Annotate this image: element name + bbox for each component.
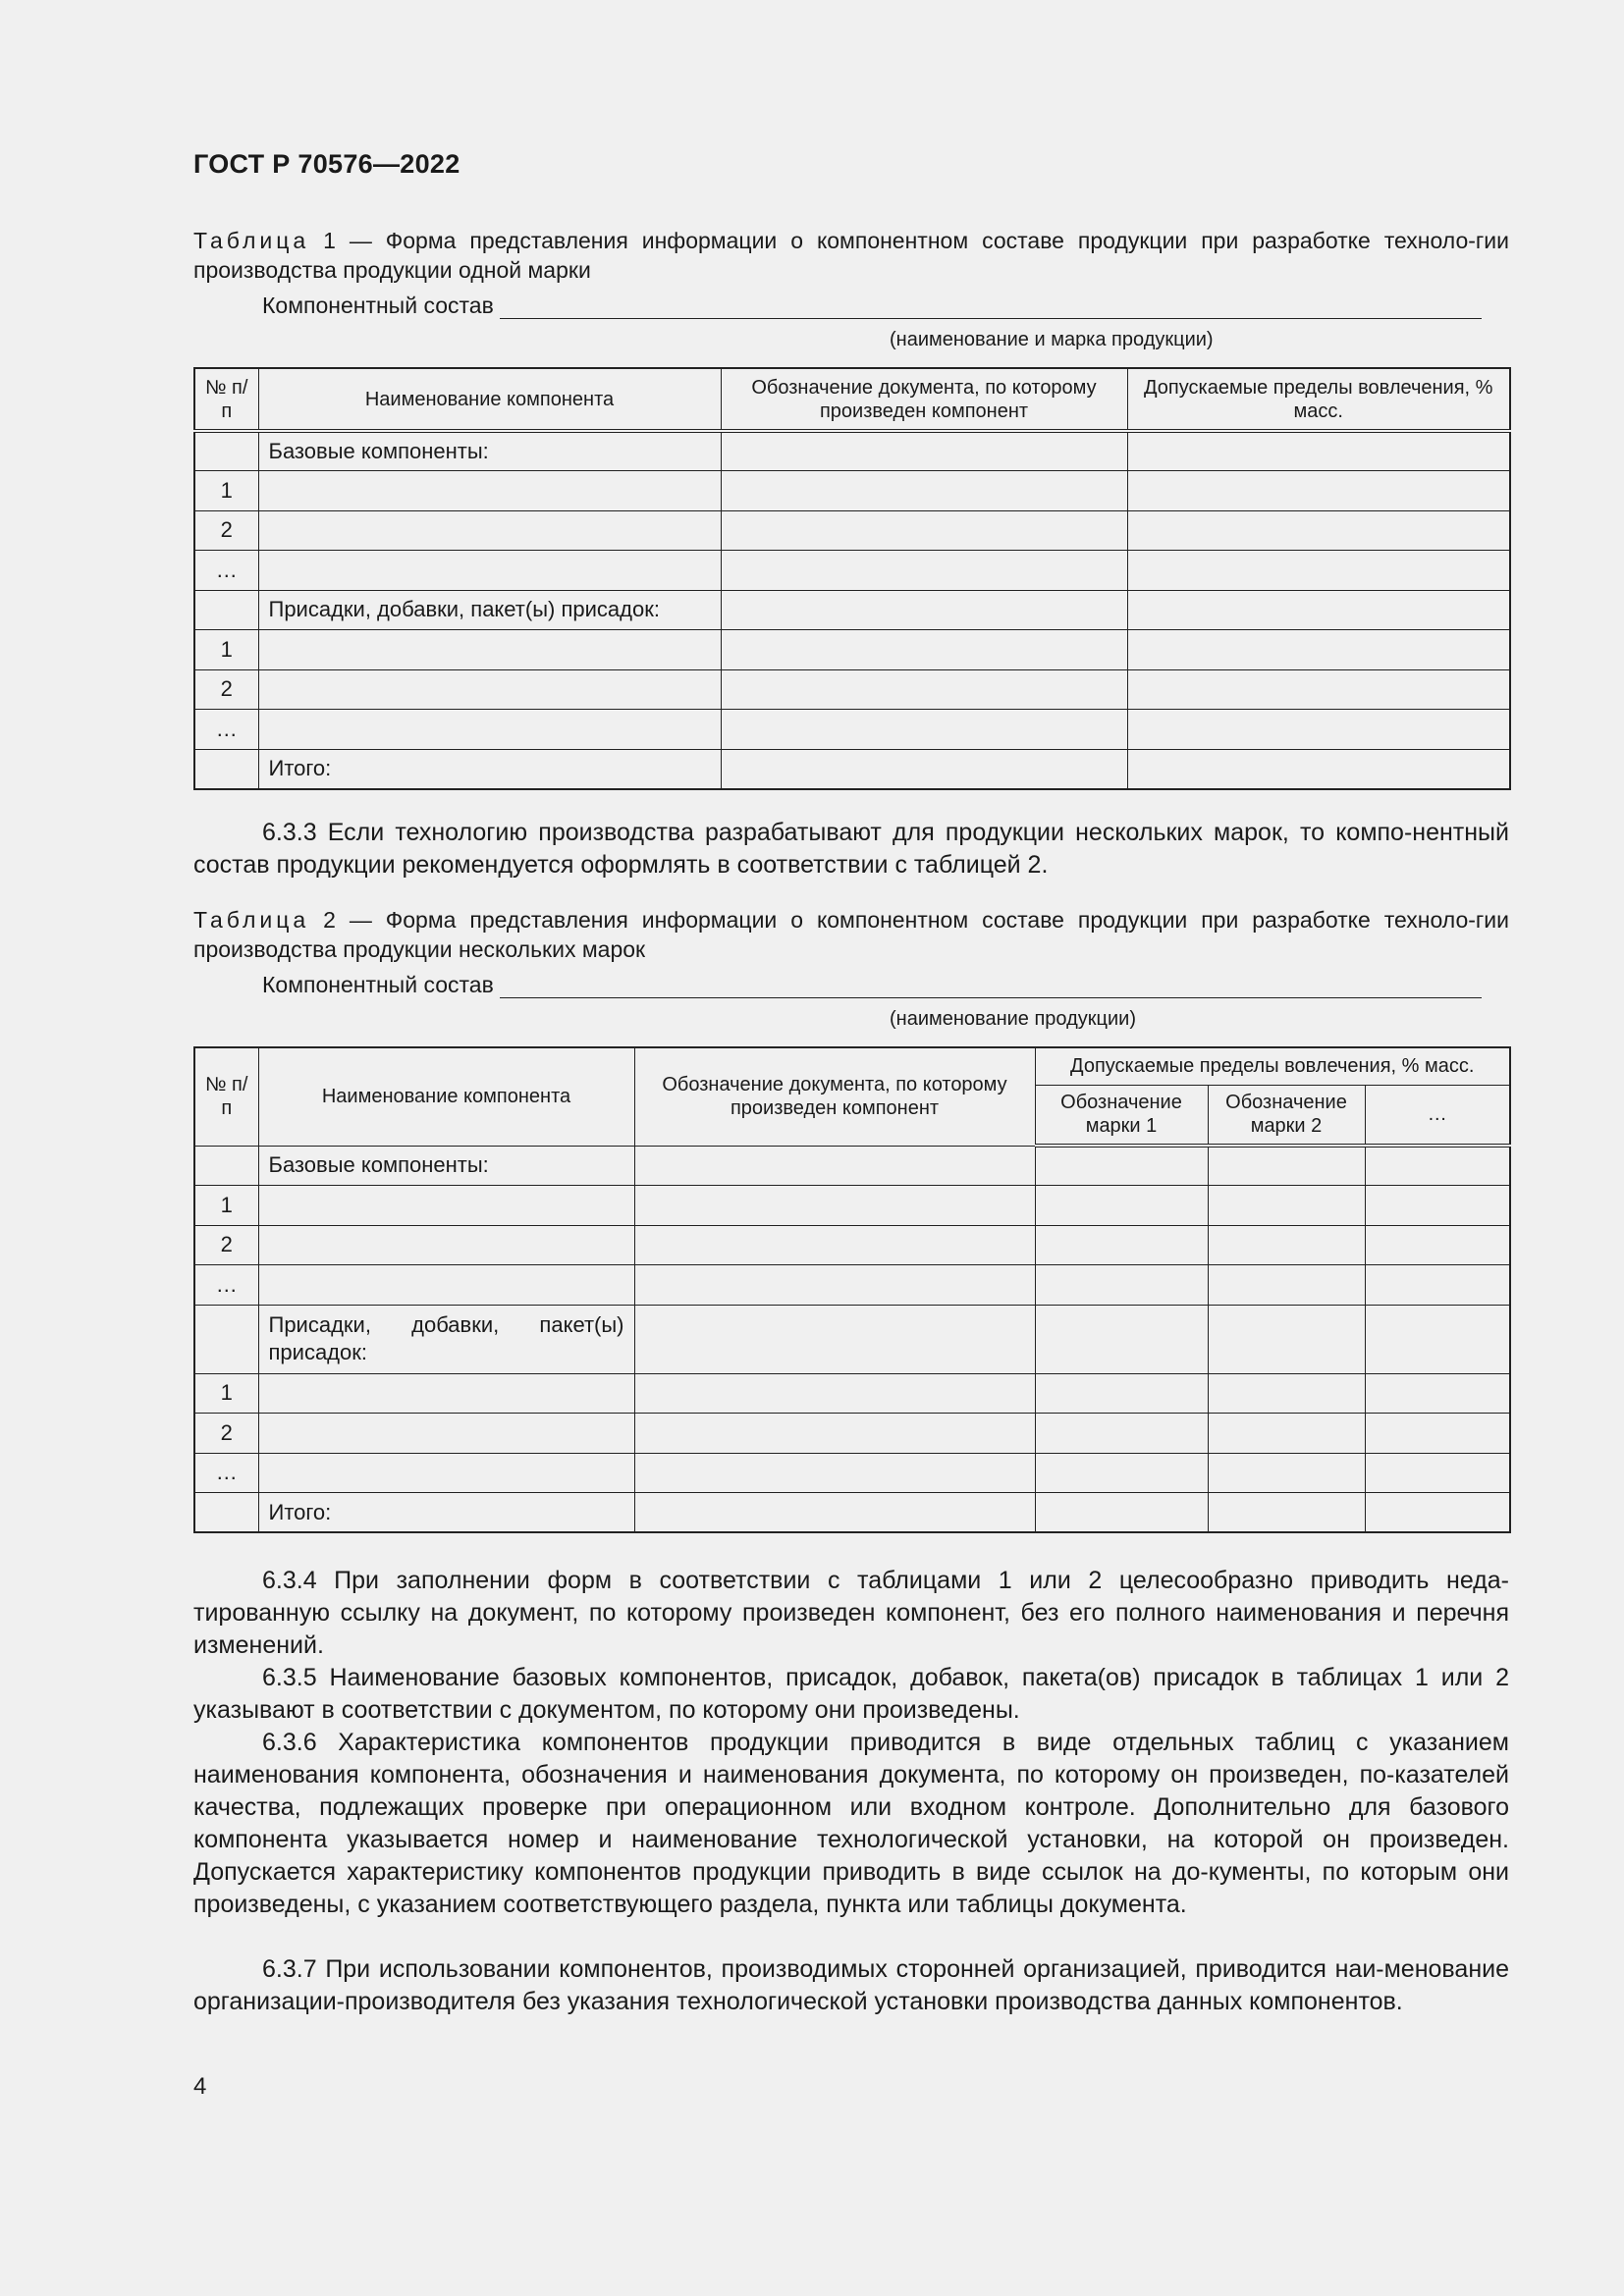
page-number: 4 [193, 2073, 207, 2100]
component-name-cell: Присадки, добавки, пакет(ы) присадок: [258, 590, 721, 630]
empty-cell [1035, 1265, 1208, 1306]
empty-cell [634, 1225, 1035, 1265]
empty-cell [1365, 1453, 1510, 1493]
row-number [194, 1305, 258, 1373]
table2 [193, 1046, 1511, 1533]
paragraph-6-3-7: 6.3.7 При использовании компонентов, производимых сторонней организацией, приводится наи-менование организации-производителя без указания технологической установки производства данных компонентов. [193, 1955, 1509, 2015]
table2-header-more: … [1365, 1085, 1510, 1146]
table2-composition-note: (наименование продукции) [890, 1008, 1136, 1030]
empty-cell [1365, 1373, 1510, 1414]
table-row [194, 431, 1510, 471]
empty-cell [1365, 1305, 1510, 1373]
empty-cell [1208, 1493, 1365, 1533]
empty-cell [1035, 1225, 1208, 1265]
empty-cell [1035, 1373, 1208, 1414]
empty-cell [721, 710, 1127, 750]
component-name-cell [258, 710, 721, 750]
empty-cell [721, 630, 1127, 670]
table1 [193, 367, 1511, 790]
component-name-cell: Базовые компоненты: [258, 1146, 634, 1186]
empty-cell [634, 1305, 1035, 1373]
table2-caption-text: 2 — Форма представления информации о компонентном составе продукции при разработке техноло-гии производства продукции нескольких марок [193, 907, 1509, 962]
empty-cell [634, 1373, 1035, 1414]
empty-cell [1035, 1305, 1208, 1373]
empty-cell [634, 1414, 1035, 1454]
component-name-cell [258, 630, 721, 670]
table-row [194, 630, 1510, 670]
table-row [194, 1225, 1510, 1265]
table2-header-num: № п/п [194, 1047, 258, 1146]
empty-cell [1035, 1146, 1208, 1186]
empty-cell [1365, 1225, 1510, 1265]
empty-cell [634, 1493, 1035, 1533]
component-name-cell [258, 471, 721, 511]
empty-cell [1208, 1414, 1365, 1454]
empty-cell [721, 749, 1127, 789]
table-row [194, 551, 1510, 591]
empty-cell [1127, 510, 1510, 551]
table1-header-name: Наименование компонента [258, 368, 721, 431]
empty-cell [721, 551, 1127, 591]
table1-composition-note: (наименование и марка продукции) [890, 329, 1214, 350]
empty-cell [634, 1265, 1035, 1306]
empty-cell [634, 1186, 1035, 1226]
row-number [194, 431, 258, 471]
row-number [194, 1146, 258, 1186]
table2-caption-word: Таблица [193, 907, 310, 933]
empty-cell [1208, 1305, 1365, 1373]
paragraph-6-3-6: 6.3.6 Характеристика компонентов продукции приводится в виде отдельных таблиц с указанием наименования компонента, обозначения и наименования документа, по которому он произведен, по-казателей качества, подлежащих проверке при операционном или входном контроле. Дополнительно для базового компонента указывается номер и наименование технологической установки, на которой он произведен. Допускается характеристику компонентов продукции приводить в виде ссылок на до-кументы, по которым они произведены, с указанием соответствующего раздела, пункта или таблицы документа. [193, 1729, 1509, 1918]
table-row [194, 471, 1510, 511]
table-row [194, 710, 1510, 750]
row-number [194, 749, 258, 789]
empty-cell [1127, 431, 1510, 471]
table-row [194, 1186, 1510, 1226]
empty-cell [1208, 1265, 1365, 1306]
table2-header-mark1: Обозначение марки 1 [1035, 1085, 1208, 1146]
table2-composition-rule [500, 974, 1482, 998]
paragraph-6-3-3: 6.3.3 Если технологию производства разрабатывают для продукции нескольких марок, то компо-нентный состав продукции рекомендуется оформлять в соответствии с таблицей 2. [193, 819, 1509, 879]
table2-header-name: Наименование компонента [258, 1047, 634, 1146]
row-number: … [194, 1265, 258, 1306]
empty-cell [1208, 1186, 1365, 1226]
empty-cell [1127, 590, 1510, 630]
table-row [194, 1414, 1510, 1454]
row-number: 2 [194, 669, 258, 710]
paragraph-6-3-4: 6.3.4 При заполнении форм в соответствии с таблицами 1 или 2 целесообразно приводить неда-тированную ссылку на документ, по которому произведен компонент, без его полного наименования и перечня изменений. [193, 1567, 1509, 1659]
table1-composition-line [262, 293, 1482, 319]
empty-cell [1365, 1414, 1510, 1454]
row-number [194, 590, 258, 630]
component-name-cell: Базовые компоненты: [258, 431, 721, 471]
component-name-cell: Итого: [258, 1493, 634, 1533]
empty-cell [721, 510, 1127, 551]
row-number: … [194, 551, 258, 591]
table1-header-num: № п/п [194, 368, 258, 431]
table-row [194, 510, 1510, 551]
empty-cell [1365, 1146, 1510, 1186]
table2-composition-label: Компонентный состав [262, 972, 494, 997]
table1-composition-rule [500, 294, 1482, 319]
table-row [194, 669, 1510, 710]
row-number: 1 [194, 1373, 258, 1414]
row-number: 2 [194, 510, 258, 551]
empty-cell [721, 431, 1127, 471]
component-name-cell [258, 1414, 634, 1454]
table-row [194, 1493, 1510, 1533]
component-name-cell [258, 1225, 634, 1265]
empty-cell [1208, 1146, 1365, 1186]
row-number: 1 [194, 630, 258, 670]
table-row [194, 749, 1510, 789]
empty-cell [721, 471, 1127, 511]
empty-cell [1208, 1453, 1365, 1493]
row-number: 2 [194, 1414, 258, 1454]
row-number: 1 [194, 1186, 258, 1226]
empty-cell [1035, 1414, 1208, 1454]
component-name-cell: Присадки, добавки, пакет(ы) присадок: [258, 1305, 634, 1373]
row-number: 2 [194, 1225, 258, 1265]
table2-header-doc: Обозначение документа, по которому произведен компонент [634, 1047, 1035, 1146]
empty-cell [1365, 1265, 1510, 1306]
table-row [194, 1373, 1510, 1414]
component-name-cell [258, 551, 721, 591]
empty-cell [1365, 1186, 1510, 1226]
table1-caption-word: Таблица [193, 228, 310, 253]
table2-header-mark2: Обозначение марки 2 [1208, 1085, 1365, 1146]
component-name-cell [258, 1453, 634, 1493]
component-name-cell [258, 510, 721, 551]
table-row [194, 1265, 1510, 1306]
table1-caption-text: 1 — Форма представления информации о компонентном составе продукции при разработке техноло-гии производства продукции одной марки [193, 228, 1509, 283]
empty-cell [1208, 1373, 1365, 1414]
row-number: … [194, 710, 258, 750]
table1-composition-label: Компонентный состав [262, 293, 494, 318]
empty-cell [1127, 710, 1510, 750]
empty-cell [721, 669, 1127, 710]
table-row [194, 1453, 1510, 1493]
empty-cell [1127, 551, 1510, 591]
empty-cell [1365, 1493, 1510, 1533]
table-row [194, 590, 1510, 630]
empty-cell [634, 1453, 1035, 1493]
empty-cell [1035, 1493, 1208, 1533]
table2-composition-line [262, 972, 1482, 998]
empty-cell [721, 590, 1127, 630]
empty-cell [634, 1146, 1035, 1186]
component-name-cell [258, 1265, 634, 1306]
table2-caption [193, 905, 1509, 964]
empty-cell [1127, 630, 1510, 670]
document-code: ГОСТ Р 70576—2022 [193, 149, 460, 179]
empty-cell [1035, 1453, 1208, 1493]
table1-header-limits: Допускаемые пределы вовлечения, % масс. [1127, 368, 1510, 431]
empty-cell [1127, 471, 1510, 511]
paragraph-6-3-5: 6.3.5 Наименование базовых компонентов, присадок, добавок, пакета(ов) присадок в таблицах 1 или 2 указывают в соответствии с документом, по которому они произведены. [193, 1664, 1509, 1724]
empty-cell [1035, 1186, 1208, 1226]
table1-header-doc: Обозначение документа, по которому произведен компонент [721, 368, 1127, 431]
table-row [194, 1305, 1510, 1373]
component-name-cell [258, 669, 721, 710]
empty-cell [1127, 669, 1510, 710]
component-name-cell [258, 1373, 634, 1414]
table-row [194, 1146, 1510, 1186]
component-name-cell [258, 1186, 634, 1226]
table1-caption [193, 226, 1509, 285]
component-name-cell: Итого: [258, 749, 721, 789]
row-number [194, 1493, 258, 1533]
table2-header-limits: Допускаемые пределы вовлечения, % масс. [1035, 1047, 1510, 1085]
empty-cell [1208, 1225, 1365, 1265]
row-number: 1 [194, 471, 258, 511]
row-number: … [194, 1453, 258, 1493]
empty-cell [1127, 749, 1510, 789]
